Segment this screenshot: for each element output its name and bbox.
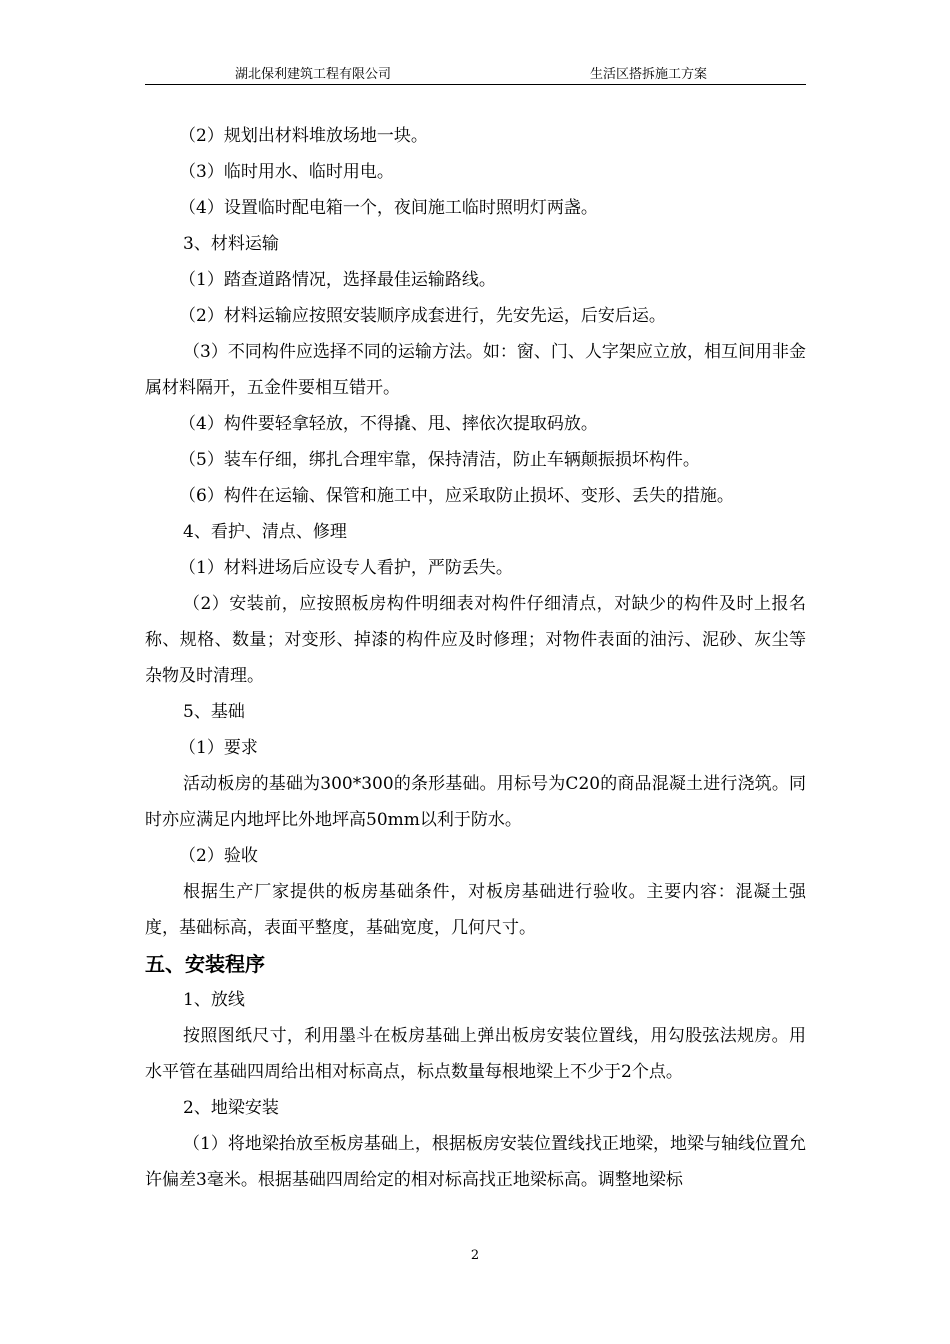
chapter-heading: 五、安装程序 xyxy=(145,952,265,976)
paragraph: （1）踏查道路情况，选择最佳运输路线。 xyxy=(179,270,496,290)
paragraph: （1）将地梁抬放至板房基础上，根据板房安装位置线找正地梁，地梁与轴线位置允许偏差3毫米。根据基础四周给定的相对标高找正地梁标高。调整地梁标 xyxy=(145,1134,806,1190)
section-heading: 3、材料运输 xyxy=(183,234,279,254)
page-header xyxy=(145,66,806,83)
paragraph: 活动板房的基础为300*300的条形基础。用标号为C20的商品混凝土进行浇筑。同时亦应满足内地坪比外地坪高50mm以利于防水。 xyxy=(145,774,806,830)
paragraph: （2）规划出材料堆放场地一块。 xyxy=(179,126,428,146)
header-doc-title: 生活区搭拆施工方案 xyxy=(590,67,708,82)
header-company: 湖北保利建筑工程有限公司 xyxy=(235,67,392,82)
paragraph: （2）验收 xyxy=(179,846,258,866)
section-heading: 4、看护、清点、修理 xyxy=(183,522,347,542)
paragraph: （1）材料进场后应设专人看护，严防丢失。 xyxy=(179,558,513,578)
section-heading: 5、基础 xyxy=(183,702,245,722)
section-heading: 2、地梁安装 xyxy=(183,1098,279,1118)
paragraph: （5）装车仔细，绑扎合理牢靠，保持清洁，防止车辆颠振损坏构件。 xyxy=(179,450,700,470)
paragraph: （2）安装前，应按照板房构件明细表对构件仔细清点，对缺少的构件及时上报名称、规格、数量；对变形、掉漆的构件应及时修理；对物件表面的油污、泥砂、灰尘等杂物及时清理。 xyxy=(145,594,806,686)
paragraph: （6）构件在运输、保管和施工中，应采取防止损坏、变形、丢失的措施。 xyxy=(179,486,734,506)
paragraph: 按照图纸尺寸，利用墨斗在板房基础上弹出板房安装位置线，用勾股弦法规房。用水平管在基础四周给出相对标高点，标点数量每根地梁上不少于2个点。 xyxy=(145,1026,806,1082)
paragraph: （2）材料运输应按照安装顺序成套进行，先安先运，后安后运。 xyxy=(179,306,666,326)
section-heading: 1、放线 xyxy=(183,990,245,1010)
paragraph: 根据生产厂家提供的板房基础条件，对板房基础进行验收。主要内容：混凝土强度，基础标高，表面平整度，基础宽度，几何尺寸。 xyxy=(145,882,806,938)
paragraph: （3）临时用水、临时用电。 xyxy=(179,162,394,182)
paragraph: （4）设置临时配电箱一个，夜间施工临时照明灯两盏。 xyxy=(179,198,598,218)
page-number: 2 xyxy=(470,1248,480,1263)
paragraph: （1）要求 xyxy=(179,738,258,758)
paragraph: （4）构件要轻拿轻放，不得撬、甩、摔依次提取码放。 xyxy=(179,414,598,434)
paragraph: （3）不同构件应选择不同的运输方法。如：窗、门、人字架应立放，相互间用非金属材料隔开，五金件要相互错开。 xyxy=(145,342,806,398)
document-body xyxy=(145,118,806,1198)
header-rule xyxy=(145,84,806,85)
